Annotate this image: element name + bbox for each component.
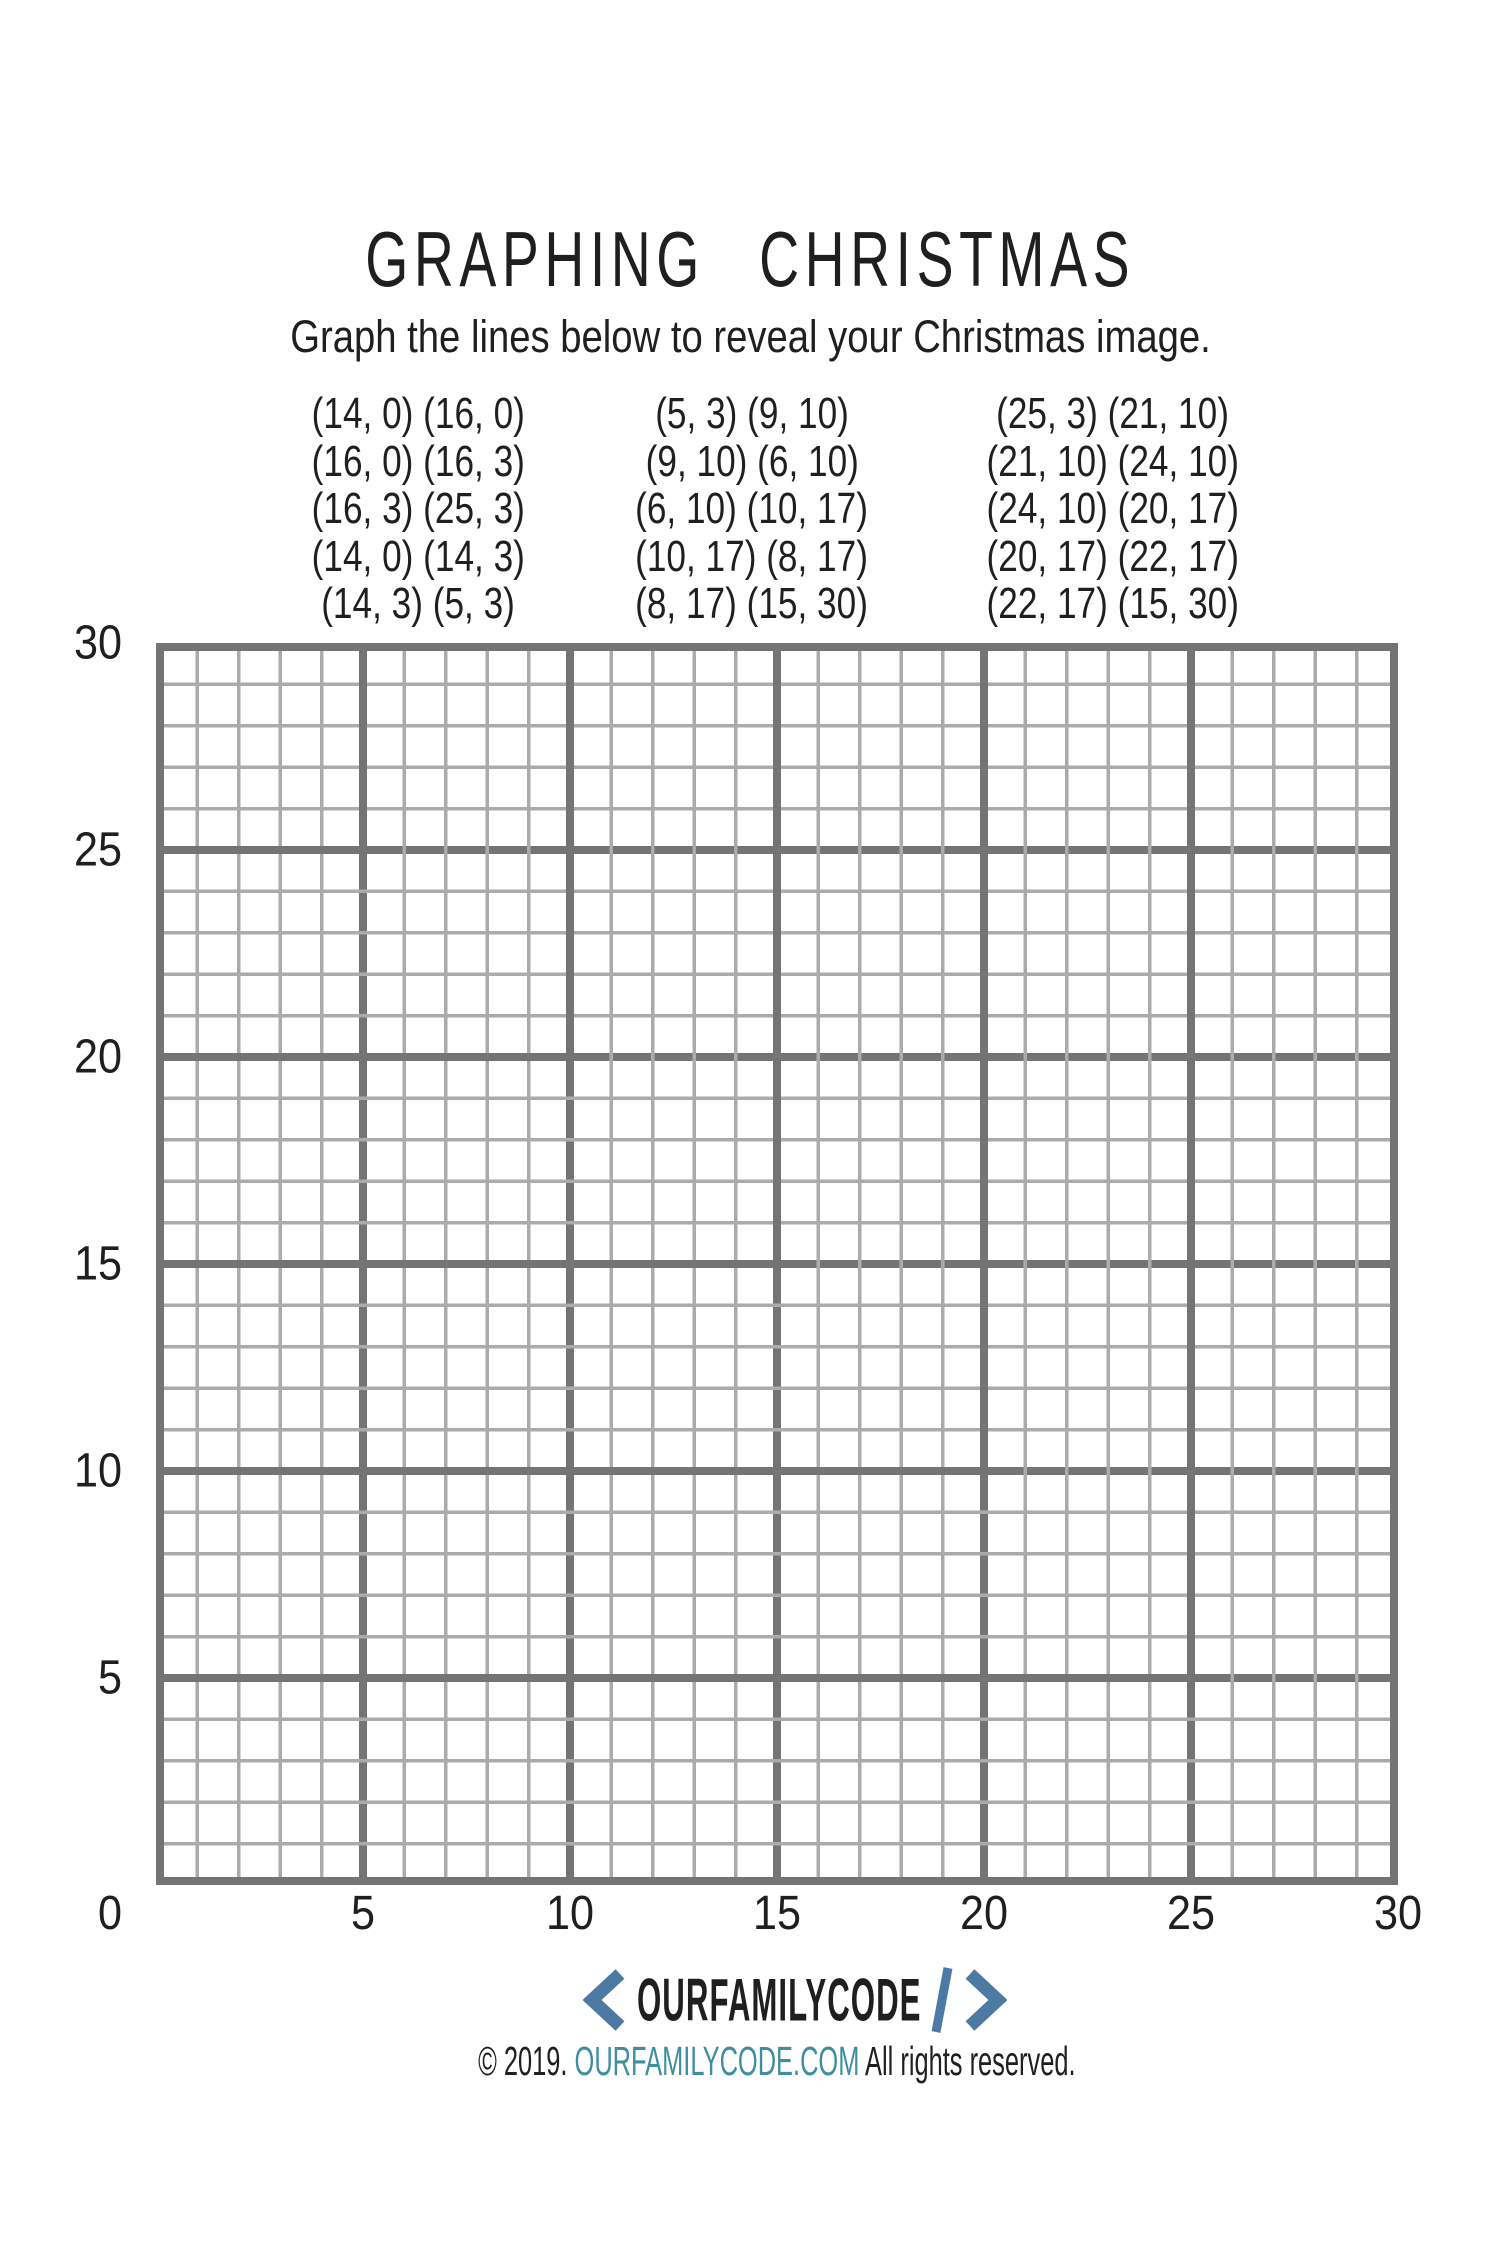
coordinate-pair-row: (5, 3) (9, 10) bbox=[655, 389, 849, 438]
coordinate-pair-row: (9, 10) (6, 10) bbox=[645, 436, 859, 486]
coordinate-pair-row: (16, 3) (25, 3) bbox=[311, 484, 525, 534]
coordinate-pair-row: (14, 0) (16, 0) bbox=[311, 389, 525, 438]
left-angle-bracket-icon bbox=[583, 1969, 627, 2031]
worksheet-instructions bbox=[0, 311, 1500, 363]
right-angle-bracket-icon bbox=[963, 1969, 1007, 2031]
y-axis-tick-label: 25 bbox=[73, 823, 122, 877]
coordinate-column-3 bbox=[933, 390, 1293, 628]
x-axis-tick-label: 20 bbox=[959, 1887, 1009, 1940]
coordinate-pair-row: (21, 10) (24, 10) bbox=[986, 436, 1240, 486]
x-axis-tick-label: 10 bbox=[545, 1887, 595, 1940]
origin-label: 0 bbox=[97, 1887, 122, 1940]
copyright-line bbox=[156, 2038, 1398, 2085]
worksheet-instructions-text: Graph the lines below to reveal your Christmas image. bbox=[289, 311, 1211, 362]
logo-text-wrap bbox=[637, 1968, 921, 2032]
y-axis-tick-label: 15 bbox=[73, 1237, 122, 1291]
graph-grid bbox=[156, 643, 1398, 1885]
coordinate-column-1 bbox=[238, 390, 598, 628]
coordinate-pair-row: (6, 10) (10, 17) bbox=[635, 484, 869, 534]
page-title-text: GRAPHING CHRISTMAS bbox=[365, 215, 1135, 303]
coordinate-pair-row: (8, 17) (15, 30) bbox=[635, 579, 869, 629]
coordinate-pair-row: (14, 3) (5, 3) bbox=[321, 579, 515, 629]
page-title bbox=[0, 214, 1500, 305]
y-axis-tick-label: 10 bbox=[73, 1444, 122, 1498]
x-axis-tick-label: 25 bbox=[1166, 1887, 1216, 1940]
y-axis-tick-label: 20 bbox=[73, 1030, 122, 1084]
coordinate-pair-row: (25, 3) (21, 10) bbox=[996, 389, 1230, 438]
coordinate-column-2 bbox=[572, 390, 932, 628]
coordinate-pair-row: (14, 0) (14, 3) bbox=[311, 531, 525, 581]
coordinate-pair-row: (20, 17) (22, 17) bbox=[986, 531, 1240, 581]
coordinate-list bbox=[0, 390, 1500, 630]
x-axis-tick-label: 5 bbox=[350, 1887, 376, 1940]
y-axis-tick-label: 5 bbox=[97, 1651, 122, 1705]
x-axis-tick-label: 15 bbox=[752, 1887, 802, 1940]
copyright-rights: All rights reserved. bbox=[859, 2038, 1076, 2084]
copyright-year: © 2019. bbox=[478, 2038, 575, 2084]
copyright-site-link: OURFAMILYCODE.COM bbox=[574, 2038, 860, 2084]
footer-logo bbox=[174, 1966, 1416, 2034]
y-axis-tick-label: 30 bbox=[73, 616, 122, 670]
coordinate-pair-row: (22, 17) (15, 30) bbox=[986, 579, 1240, 629]
coordinate-pair-row: (24, 10) (20, 17) bbox=[986, 484, 1240, 534]
slash-icon bbox=[931, 1965, 953, 2035]
x-axis-tick-label: 30 bbox=[1373, 1887, 1423, 1940]
grid-svg bbox=[156, 643, 1398, 1885]
logo-text: OURFAMILYCODE bbox=[637, 1966, 922, 2034]
coordinate-pair-row: (16, 0) (16, 3) bbox=[311, 436, 525, 486]
copyright-text bbox=[478, 2038, 1075, 2085]
coordinate-pair-row: (10, 17) (8, 17) bbox=[635, 531, 869, 581]
